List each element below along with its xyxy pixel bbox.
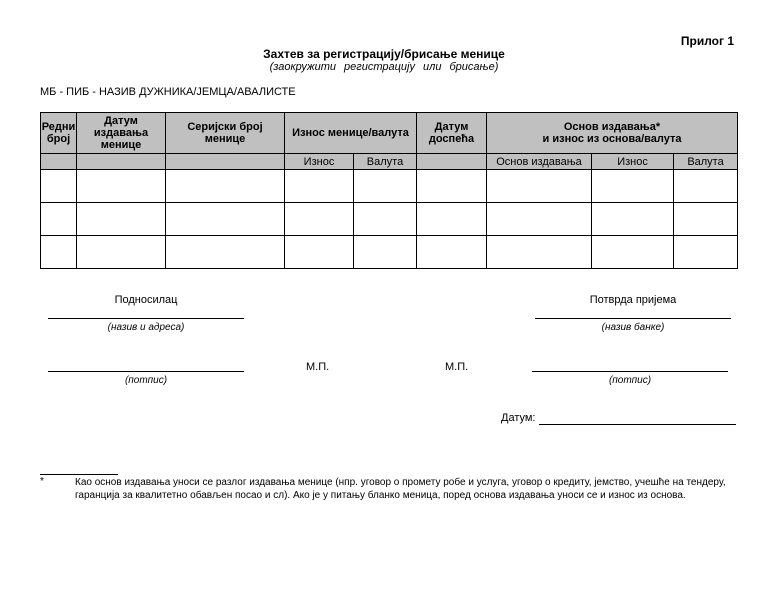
subheader-amount: Износ: [285, 154, 354, 170]
receipt-label: Потврда пријема: [589, 294, 677, 306]
header-note-serial: Серијски број менице: [166, 113, 285, 154]
table-cell[interactable]: [77, 203, 166, 236]
table-cell[interactable]: [285, 203, 354, 236]
table-cell[interactable]: [487, 170, 592, 203]
table-cell[interactable]: [77, 236, 166, 269]
table-cell[interactable]: [354, 170, 417, 203]
submitter-caption: (назив и адреса): [107, 322, 185, 333]
table-cell[interactable]: [77, 170, 166, 203]
table-cell[interactable]: [417, 170, 487, 203]
header-basis-line1: Основ издавања*: [563, 121, 661, 133]
stamp-label-left: М.П.: [306, 361, 330, 373]
date-label: Датум:: [501, 412, 536, 424]
subheader-basis-amount: Износ: [592, 154, 674, 170]
table-cell[interactable]: [487, 236, 592, 269]
table-cell[interactable]: [592, 236, 674, 269]
table-cell[interactable]: [285, 236, 354, 269]
table-subheader-row: [41, 154, 738, 170]
stamp-label-right: М.П.: [445, 361, 469, 373]
table-cell[interactable]: [674, 236, 738, 269]
table-cell[interactable]: [674, 170, 738, 203]
bank-name-line[interactable]: [535, 318, 731, 319]
appendix-label: Прилог 1: [680, 34, 734, 48]
footnote-marker: *: [40, 476, 44, 487]
bank-signature-caption: (потпис): [608, 375, 652, 386]
footnote-text: Као основ издавања уноси се разлог издавања менице (нпр. уговор о промету робе и услуга, уговор о кредиту, јемство, учешће на тендеру, гаранција за квалитетно обављен посао и сл). Ако је у питању бланко меница, поред основа издавања уноси се и износ из основа.: [75, 477, 726, 501]
header-basis: [487, 113, 738, 154]
submitter-signature-line[interactable]: [48, 371, 244, 372]
table-row: [41, 170, 738, 203]
date-line[interactable]: [539, 424, 736, 425]
table-cell[interactable]: [166, 170, 285, 203]
submitter-name-line[interactable]: [48, 318, 244, 319]
table-cell[interactable]: [41, 203, 77, 236]
subheader-currency: Валута: [354, 154, 417, 170]
table-row: [41, 203, 738, 236]
table-cell[interactable]: [487, 203, 592, 236]
subheader-empty: [166, 154, 285, 170]
table-row: [41, 236, 738, 269]
table-cell[interactable]: [417, 203, 487, 236]
subheader-empty: [41, 154, 77, 170]
subheader-empty: [417, 154, 487, 170]
header-issue-date: Датум издавања менице: [77, 113, 166, 154]
header-amount-currency: Износ менице/валута: [285, 113, 417, 154]
header-serial-no: Редни број: [41, 113, 77, 154]
bank-signature-line[interactable]: [532, 371, 728, 372]
table-cell[interactable]: [166, 203, 285, 236]
table-header-row: [41, 113, 738, 154]
promissory-notes-table: [40, 112, 738, 269]
table-cell[interactable]: [41, 170, 77, 203]
header-basis-line2: и износ из основа/валута: [542, 133, 682, 145]
table-cell[interactable]: [417, 236, 487, 269]
table-cell[interactable]: [166, 236, 285, 269]
table-cell[interactable]: [41, 236, 77, 269]
table-cell[interactable]: [354, 236, 417, 269]
form-subtitle: (заокружити регистрацију или брисање): [269, 61, 499, 73]
header-due-date: Датум доспећа: [417, 113, 487, 154]
table-cell[interactable]: [285, 170, 354, 203]
subheader-basis-currency: Валута: [674, 154, 738, 170]
subheader-empty: [77, 154, 166, 170]
submitter-signature-caption: (потпис): [124, 375, 168, 386]
subheader-basis: Основ издавања: [487, 154, 592, 170]
debtor-label: МБ - ПИБ - НАЗИВ ДУЖНИКА/ЈЕМЦА/АВАЛИСТЕ: [40, 86, 296, 98]
submitter-label: Подносилац: [114, 294, 178, 306]
table-cell[interactable]: [674, 203, 738, 236]
receipt-caption: (назив банке): [601, 322, 665, 333]
table-cell[interactable]: [592, 170, 674, 203]
form-title: Захтев за регистрацију/брисање менице: [263, 47, 505, 61]
table-cell[interactable]: [592, 203, 674, 236]
table-cell[interactable]: [354, 203, 417, 236]
footnote-separator: [40, 474, 118, 475]
